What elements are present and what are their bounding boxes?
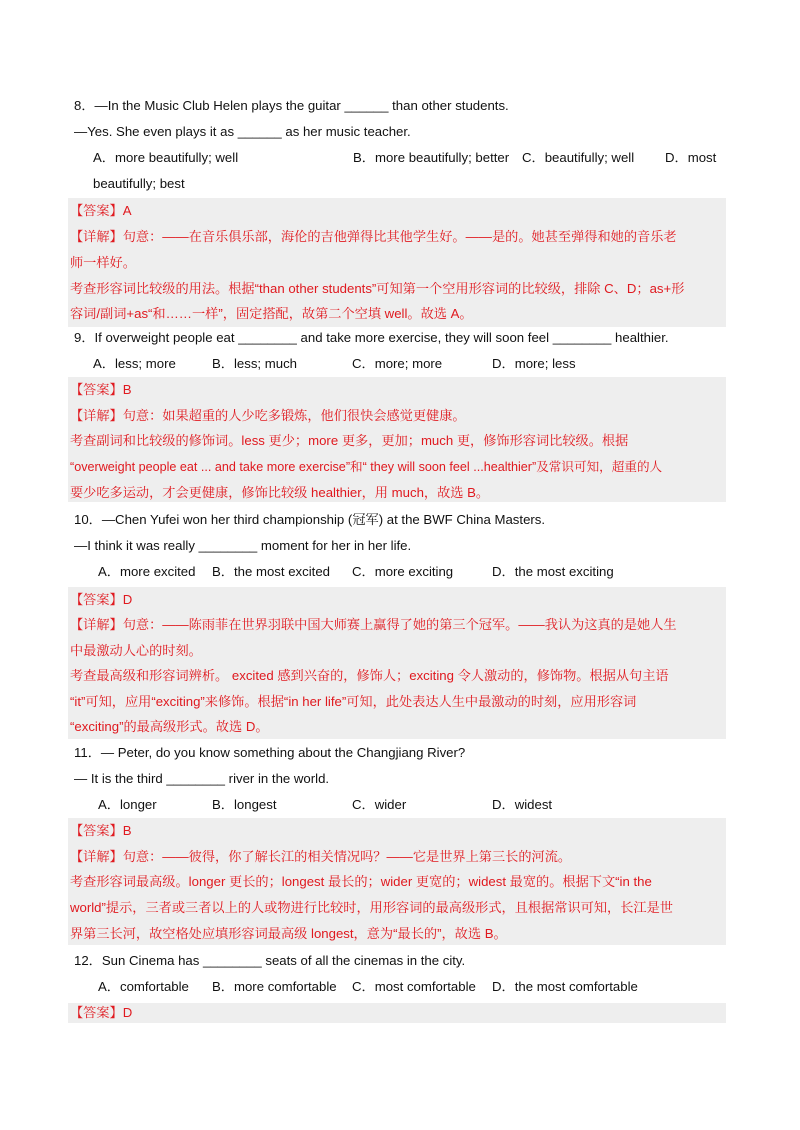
question-11-stem: 11．— Peter, do you know something about the Changjiang River? bbox=[74, 745, 466, 760]
question-12-stem: 12．Sun Cinema has ________ seats of all the cinemas in the city. bbox=[74, 953, 466, 968]
detail-8-line: 考查形容词比较级的用法。根据“than other students”可知第一个空用形容词的比较级，排除 C、D；as+形 bbox=[70, 281, 685, 296]
answer-11: 【答案】B bbox=[70, 823, 132, 838]
detail-8-line: 【详解】句意：——在音乐俱乐部，海伦的吉他弹得比其他学生好。——是的。她甚至弹得和她的音乐老 bbox=[70, 229, 677, 244]
option-b[interactable]: B．longest bbox=[212, 797, 277, 812]
option-d[interactable]: D．more; less bbox=[492, 356, 576, 371]
option-b[interactable]: B．more comfortable bbox=[212, 979, 337, 994]
detail-11-line: 考查形容词最高级。longer 更长的；longest 最长的；wider 更宽的；widest 最宽的。根据下文“in the bbox=[70, 874, 652, 889]
option-a[interactable]: A．comfortable bbox=[98, 979, 189, 994]
question-8-options bbox=[0, 145, 800, 171]
question-8-reply: —Yes. She even plays it as ______ as her music teacher. bbox=[74, 124, 411, 139]
option-a[interactable]: A．longer bbox=[98, 797, 157, 812]
option-d[interactable]: D．most bbox=[665, 150, 717, 165]
detail-8-line: 师一样好。 bbox=[70, 255, 136, 270]
option-b[interactable]: B．less; much bbox=[212, 356, 298, 371]
detail-11-line: world”提示，三者或三者以上的人或物进行比较时，用形容词的最高级形式，且根据常识可知，长江是世 bbox=[70, 900, 673, 915]
detail-10-line: 中最激动人心的时刻。 bbox=[70, 643, 202, 658]
answer-8: 【答案】A bbox=[70, 203, 132, 218]
detail-9-line: “overweight people eat ... and take more exercise”和“ they will soon feel ...healthier”及常识可知，超重的人 bbox=[70, 460, 663, 474]
detail-11-line: 【详解】句意：——彼得，你了解长江的相关情况吗？——它是世界上第三长的河流。 bbox=[70, 849, 572, 864]
detail-9-line: 考查副词和比较级的修饰词。less 更少；more 更多，更加；much 更，修饰形容词比较级。根据 bbox=[70, 433, 629, 448]
option-c[interactable]: C．wider bbox=[352, 797, 407, 812]
question-10-reply: —I think it was really ________ moment for her in her life. bbox=[74, 538, 412, 553]
option-c[interactable]: C．more; more bbox=[352, 356, 443, 371]
question-10-options bbox=[0, 559, 800, 585]
option-a[interactable]: A．more beautifully; well bbox=[93, 150, 239, 165]
question-11-reply: — It is the third ________ river in the world. bbox=[74, 771, 330, 786]
question-9-stem: 9．If overweight people eat ________ and take more exercise, they will soon feel ________ healthier. bbox=[74, 330, 669, 345]
detail-9-line: 要少吃多运动，才会更健康，修饰比较级 healthier，用 much，故选 B。 bbox=[70, 485, 490, 500]
question-8-options-cont: beautifully; best bbox=[93, 176, 185, 191]
detail-11-line: 界第三长河，故空格处应填形容词最高级 longest，意为“最长的”，故选 B。 bbox=[70, 926, 507, 941]
question-11-options bbox=[0, 792, 800, 818]
detail-10-line: “exciting”的最高级形式。故选 D。 bbox=[70, 719, 269, 734]
option-c[interactable]: C．beautifully; well bbox=[522, 150, 635, 165]
option-a[interactable]: A．more excited bbox=[98, 564, 196, 579]
question-12-options bbox=[0, 974, 800, 1000]
question-10-stem: 10．—Chen Yufei won her third championship (冠军) at the BWF China Masters. bbox=[74, 512, 546, 527]
option-b[interactable]: B．the most excited bbox=[212, 564, 331, 579]
answer-12: 【答案】D bbox=[70, 1005, 133, 1020]
detail-10-line: 【详解】句意：——陈雨菲在世界羽联中国大师赛上赢得了她的第三个冠军。——我认为这真的是她人生 bbox=[70, 617, 677, 632]
option-d[interactable]: D．the most comfortable bbox=[492, 979, 638, 994]
question-9-options bbox=[0, 351, 800, 377]
option-c[interactable]: C．most comfortable bbox=[352, 979, 476, 994]
option-c[interactable]: C．more exciting bbox=[352, 564, 454, 579]
answer-10: 【答案】D bbox=[70, 592, 133, 607]
detail-9-line: 【详解】句意：如果超重的人少吃多锻炼，他们很快会感觉更健康。 bbox=[70, 408, 466, 423]
answer-9: 【答案】B bbox=[70, 382, 132, 397]
option-d[interactable]: D．widest bbox=[492, 797, 553, 812]
option-d[interactable]: D．the most exciting bbox=[492, 564, 614, 579]
detail-8-line: 容词/副词+as“和……一样”，固定搭配，故第二个空填 well。故选 A。 bbox=[70, 306, 473, 321]
option-b[interactable]: B．more beautifully; better bbox=[353, 150, 510, 165]
detail-10-line: 考查最高级和形容词辨析。 excited 感到兴奋的，修饰人；exciting 令人激动的，修饰物。根据从句主语 bbox=[70, 668, 669, 683]
answer-block-12 bbox=[68, 1003, 726, 1023]
question-8-stem: 8．—In the Music Club Helen plays the guitar ______ than other students. bbox=[74, 98, 509, 113]
option-a[interactable]: A．less; more bbox=[93, 356, 176, 371]
detail-10-line: “it”可知，应用“exciting”来修饰。根据“in her life”可知，此处表达人生中最激动的时刻，应用形容词 bbox=[70, 694, 637, 709]
